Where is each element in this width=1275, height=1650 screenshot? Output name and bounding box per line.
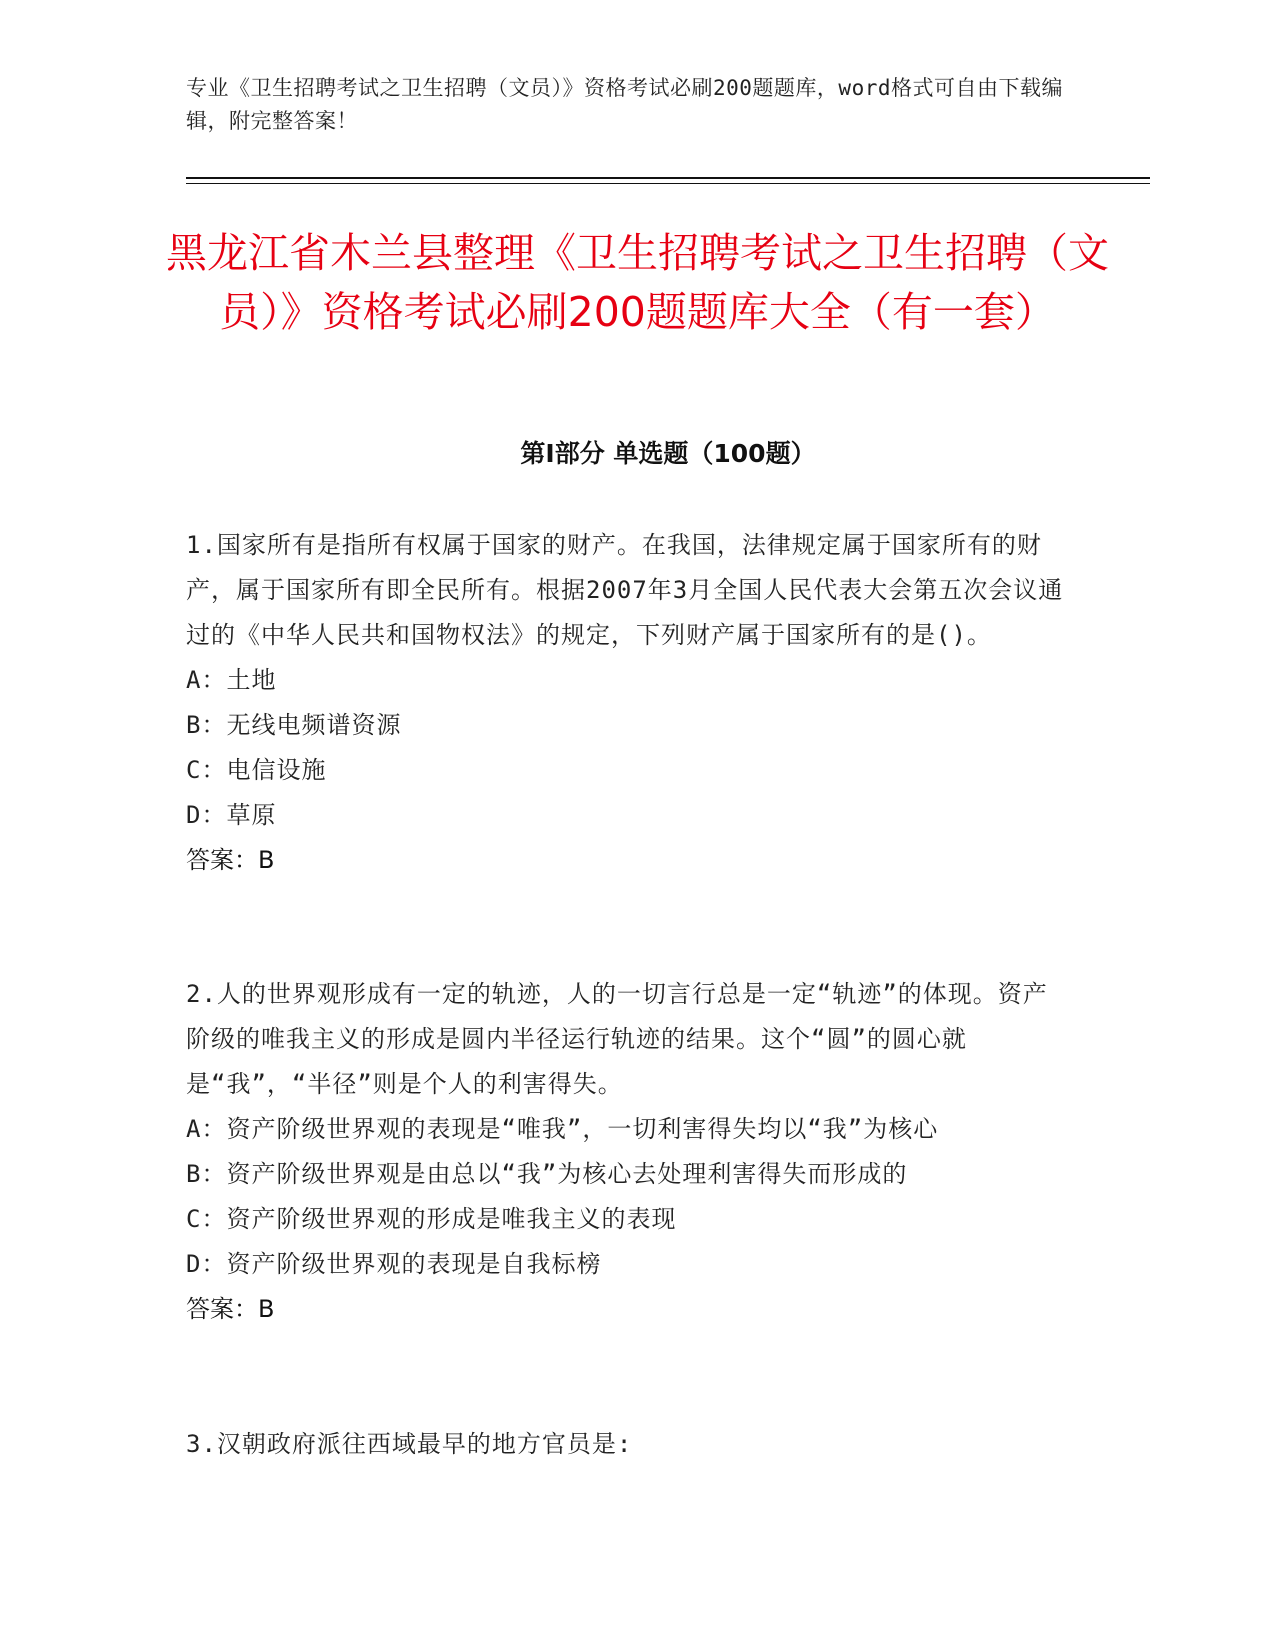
header-divider-thin (186, 183, 1150, 184)
question-stem: 1.国家所有是指所有权属于国家的财产。在我国，法律规定属于国家所有的财产，属于国家所有即全民所有。根据2007年3月全国人民代表大会第五次会议通过的《中华人民共和国物权法》的规定，下列财产属于国家所有的是()。 (186, 531, 1064, 649)
answer: 答案：B (186, 846, 275, 874)
header-note: 专业《卫生招聘考试之卫生招聘（文员）》资格考试必刷200题题库，word格式可自由下载编辑，附完整答案！ (186, 76, 1063, 133)
question-stem: 3.汉朝政府派往西域最早的地方官员是: (186, 1430, 633, 1458)
option-c: C：电信设施 (186, 756, 327, 784)
question-1 (186, 523, 1066, 883)
option-a: A：资产阶级世界观的表现是“唯我”，一切利害得失均以“我”为核心 (186, 1115, 939, 1143)
question-stem: 2.人的世界观形成有一定的轨迹，人的一切言行总是一定“轨迹”的体现。资产阶级的唯我主义的形成是圆内半径运行轨迹的结果。这个“圆”的圆心就是“我”，“半径”则是个人的利害得失。 (186, 980, 1048, 1098)
document-title: 黑龙江省木兰县整理《卫生招聘考试之卫生招聘（文员）》资格考试必刷200题题库大全（有一套） (166, 229, 1109, 336)
option-b: B：无线电频谱资源 (186, 711, 402, 739)
option-c: C：资产阶级世界观的形成是唯我主义的表现 (186, 1205, 677, 1233)
option-a: A：土地 (186, 666, 277, 694)
question-2 (186, 972, 1066, 1332)
answer: 答案：B (186, 1295, 275, 1323)
option-d: D：资产阶级世界观的表现是自我标榜 (186, 1250, 602, 1278)
question-3 (186, 1422, 1066, 1467)
option-d: D：草原 (186, 801, 277, 829)
section-title: 第I部分 单选题（100题） (520, 439, 816, 468)
header-divider-thick (186, 177, 1150, 179)
option-b: B：资产阶级世界观是由总以“我”为核心去处理利害得失而形成的 (186, 1160, 908, 1188)
